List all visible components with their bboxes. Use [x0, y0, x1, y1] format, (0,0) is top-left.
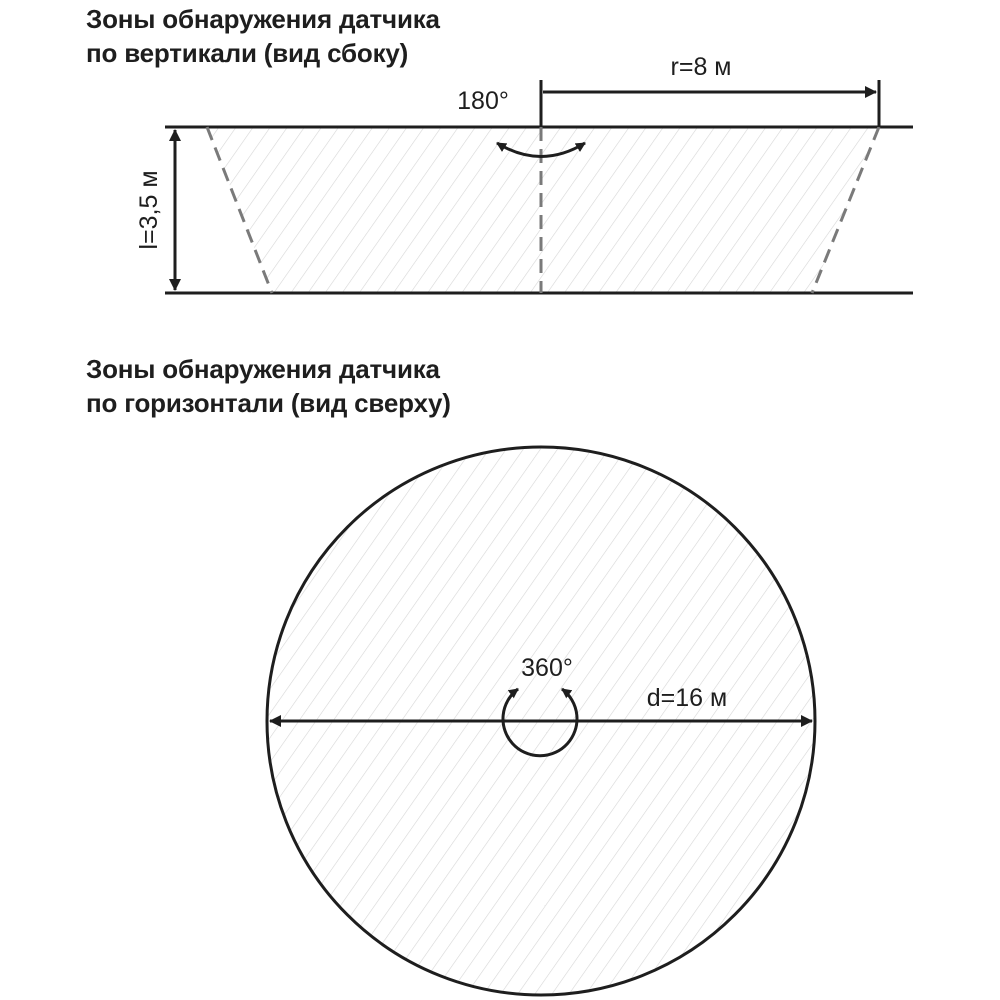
side-view-title-line2: по вертикали (вид сбоку) [86, 38, 409, 68]
top-view-title-line2: по горизонтали (вид сверху) [86, 388, 451, 418]
side-view-detection-zone [207, 127, 879, 293]
height-label: l=3,5 м [135, 170, 163, 250]
top-angle-label: 360° [521, 654, 573, 682]
side-angle-label: 180° [457, 87, 509, 115]
side-view-title-line1: Зоны обнаружения датчика [86, 4, 440, 34]
radius-label: r=8 м [670, 53, 732, 81]
top-view-title-line1: Зоны обнаружения датчика [86, 354, 440, 384]
diameter-label: d=16 м [646, 684, 728, 712]
